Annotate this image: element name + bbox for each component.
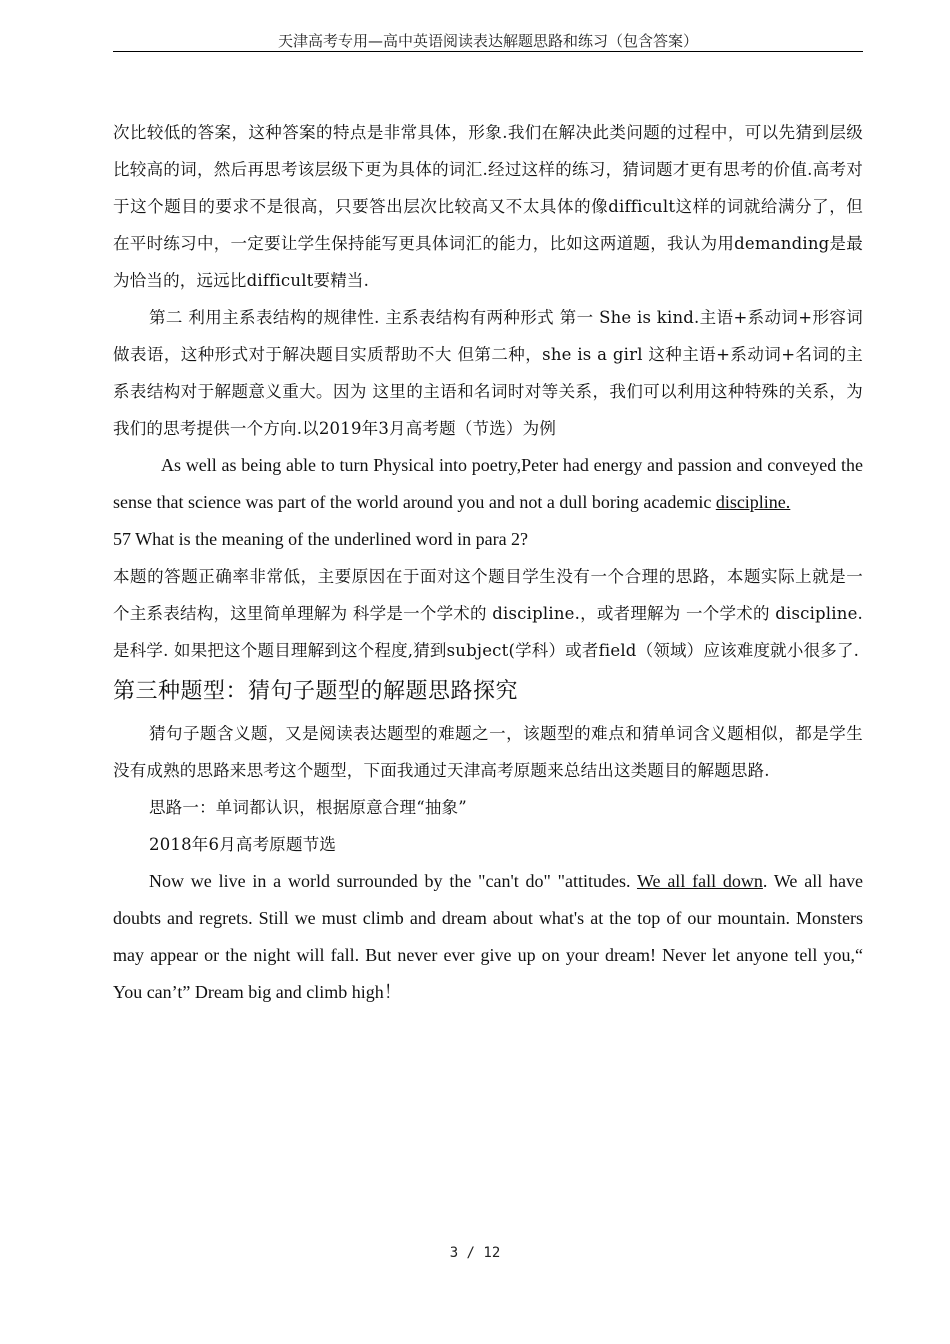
header-rule <box>113 51 863 52</box>
passage-text-after: . We all have doubts and regrets. Still we must climb and dream about what's at the top of our mountain. Monsters may appear or the night will fall. But never ever give up on your dream! Never let anyone tell you,“ You can’t” Dream big and climb high！ <box>113 871 863 1002</box>
paragraph-subject-predicate-structure: 第二 利用主系表结构的规律性. 主系表结构有两种形式 第一 She is kind.主语+系动词+形容词做表语，这种形式对于解决题目实质帮助不大 但第二种，she is a girl 这种主语+系动词+名词的主系表结构对于解题意义重大。因为 这里的主语和名词时对等关系，我们可以利用这种特殊的关系，为我们的思考提供一个方向.以2019年3月高考题（节选）为例 <box>113 308 863 438</box>
section-heading-sentence-guessing: 第三种题型：猜句子题型的解题思路探究 <box>113 679 519 704</box>
passage-text: As well as being able to turn Physical into poetry,Peter had energy and passion and conveyed the sense that science was part of the world around you and not a dull boring academic <box>113 455 863 512</box>
paragraph-approach-one: 思路一：单词都认识，根据原意合理“抽象” <box>149 798 467 817</box>
document-body <box>113 114 863 1011</box>
paragraph-english-passage-2019 <box>113 447 863 521</box>
paragraph-word-guessing-continued: 次比较低的答案，这种答案的特点是非常具体，形象.我们在解决此类问题的过程中，可以先猜到层级比较高的词，然后再思考该层级下更为具体的词汇.经过这样的练习，猜词题才更有思考的价值.高考对于这个题目的要求不是很高，只要答出层次比较高又不太具体的像difficult这样的词就给满分了，但在平时练习中，一定要让学生保持能写更具体词汇的能力，比如这两道题，我认为用demanding是最为恰当的，远远比difficult要精当. <box>113 123 863 290</box>
question-57: 57 What is the meaning of the underlined word in para 2? <box>113 529 529 549</box>
page-header-title: 天津高考专用—高中英语阅读表达解题思路和练习（包含答案） <box>277 32 698 50</box>
underlined-word-discipline: discipline. <box>715 492 791 512</box>
paragraph-english-passage-2018 <box>113 863 863 1011</box>
underlined-sentence-we-all-fall-down: We all fall down <box>636 871 763 891</box>
paragraph-question-analysis: 本题的答题正确率非常低，主要原因在于面对这个题目学生没有一个合理的思路，本题实际上就是一个主系表结构，这里简单理解为 科学是一个学术的 discipline.，或者理解为 一个学术的 discipline.是科学. 如果把这个题目理解到这个程度,猜到subject(学科）或者field（领域）应该难度就小很多了. <box>113 567 863 660</box>
paragraph-sentence-guessing-intro: 猜句子题含义题，又是阅读表达题型的难题之一，该题型的难点和猜单词含义题相似，都是学生没有成熟的思路来思考这个题型，下面我通过天津高考原题来总结出这类题目的解题思路. <box>113 724 863 780</box>
passage-text-before: Now we live in a world surrounded by the "can't do" "attitudes. <box>149 871 637 891</box>
page-number: 3 / 12 <box>449 1245 501 1261</box>
paragraph-exam-source-2018: 2018年6月高考原题节选 <box>149 835 337 854</box>
